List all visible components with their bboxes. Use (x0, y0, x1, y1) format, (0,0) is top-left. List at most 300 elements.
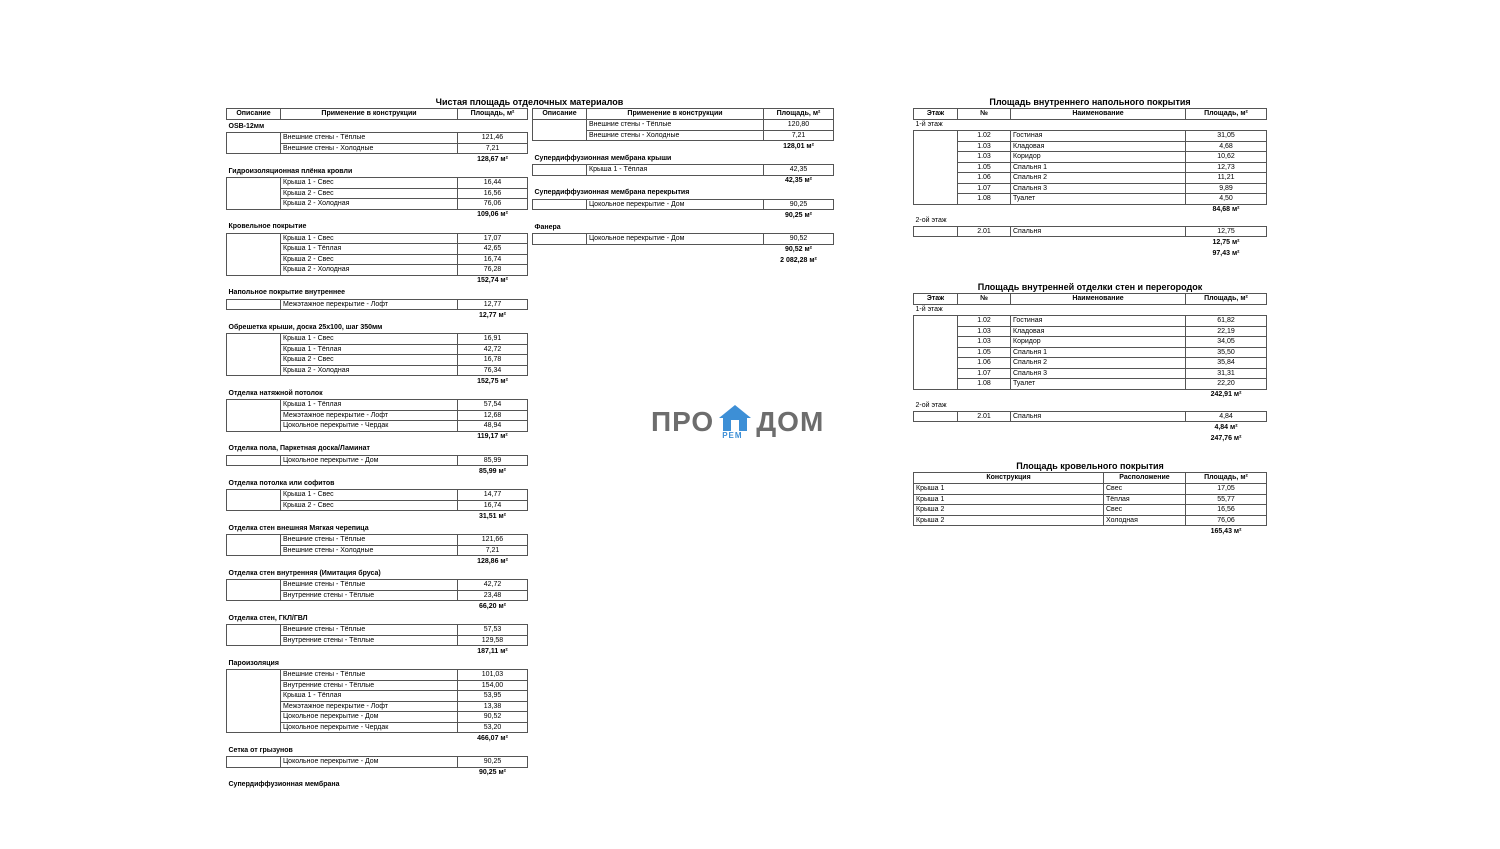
group-total: 12,77 м² (479, 311, 506, 319)
area-cell: 101,03 (458, 670, 528, 681)
group-total: 187,11 м² (477, 647, 508, 655)
table-row (914, 226, 1267, 237)
header-number: № (958, 109, 1011, 120)
application-cell: Крыша 1 - Тёплая (281, 344, 458, 355)
roof-title: Площадь кровельного покрытия (1016, 461, 1164, 471)
logo-text-left: ПРО (651, 406, 715, 437)
description-cell (533, 199, 587, 210)
group-total: 109,06 м² (477, 211, 508, 219)
room-area: 4,84 (1186, 411, 1267, 422)
description-cell (533, 234, 587, 245)
room-area: 11,21 (1186, 173, 1267, 184)
group-total: 152,74 м² (477, 277, 508, 285)
group-total: 128,67 м² (477, 155, 508, 163)
materials-table-left (226, 108, 528, 791)
area-cell: 120,80 (764, 120, 834, 131)
room-name: Туалет (1011, 379, 1186, 390)
material-group-name: Фанера (534, 223, 561, 231)
application-cell: Внутренние стены - Тёплые (281, 680, 458, 691)
room-name: Гостиная (1011, 316, 1186, 327)
header-number: № (958, 294, 1011, 305)
room-number: 1.02 (958, 316, 1011, 327)
group-total-row (227, 556, 528, 568)
group-total: 90,25 м² (479, 769, 506, 777)
table-row (227, 580, 528, 591)
floor-cell (914, 411, 958, 422)
description-cell (227, 625, 281, 646)
area-cell: 16,74 (458, 254, 528, 265)
header-area: Площадь, м² (1186, 473, 1267, 484)
area-cell: 129,58 (458, 635, 528, 646)
area-cell: 85,99 (458, 455, 528, 466)
area-cell: 76,06 (458, 199, 528, 210)
description-cell (227, 299, 281, 310)
group-total-row (227, 646, 528, 658)
application-cell: Межэтажное перекрытие - Лофт (281, 701, 458, 712)
description-cell (227, 455, 281, 466)
table-row (533, 199, 834, 210)
area-cell: 16,78 (458, 355, 528, 366)
application-cell: Внешние стены - Тёплые (587, 120, 764, 131)
area-cell: 90,25 (764, 199, 834, 210)
material-group-name: Отделка стен, ГКЛ/ГВЛ (228, 614, 308, 622)
area-cell: 7,21 (458, 545, 528, 556)
floor-total: 4,84 м² (1214, 423, 1238, 431)
table-row (914, 505, 1267, 516)
location-cell: Свес (1104, 505, 1186, 516)
description-cell (227, 133, 281, 154)
floor-cell (914, 316, 958, 390)
header-name: Наименование (1011, 294, 1186, 305)
description-cell (227, 400, 281, 432)
grand-total-row (533, 256, 834, 267)
material-group-name: Супердиффузионная мембрана (228, 781, 340, 789)
total-row (914, 526, 1267, 538)
logo-sub: РЕМ (722, 431, 743, 440)
group-total-row (227, 466, 528, 478)
application-cell: Крыша 2 - Свес (281, 500, 458, 511)
application-cell: Внешние стены - Тёплые (281, 625, 458, 636)
description-cell (227, 535, 281, 556)
area-cell: 76,28 (458, 265, 528, 276)
application-cell: Крыша 1 - Тёплая (587, 165, 764, 176)
construction-cell: Крыша 1 (914, 484, 1104, 495)
table-row (227, 400, 528, 411)
table-row (914, 494, 1267, 505)
application-cell: Крыша 1 - Свес (281, 178, 458, 189)
header-floor: Этаж (914, 294, 958, 305)
room-number: 1.07 (958, 368, 1011, 379)
room-name: Спальня 3 (1011, 368, 1186, 379)
area-cell: 7,21 (458, 143, 528, 154)
table-row (914, 141, 1267, 152)
room-name: Кладовая (1011, 141, 1186, 152)
room-area: 22,20 (1186, 379, 1267, 390)
material-group-name: Сетка от грызунов (228, 746, 293, 754)
area-cell: 90,52 (764, 234, 834, 245)
room-name: Коридор (1011, 152, 1186, 163)
walls-table (913, 293, 1267, 444)
material-group-name: Отделка потолка или софитов (228, 479, 335, 487)
floor-label-row (914, 120, 1267, 131)
area-cell: 42,72 (458, 344, 528, 355)
header-area: Площадь, м² (764, 109, 834, 120)
material-group-name: Напольное покрытие внутреннее (228, 289, 346, 297)
table-row (227, 334, 528, 345)
description-cell (227, 757, 281, 768)
application-cell: Крыша 1 - Свес (281, 490, 458, 501)
application-cell: Внутренние стены - Тёплые (281, 635, 458, 646)
material-group-name: Отделка стен внешняя Мягкая черепица (228, 524, 369, 532)
material-group (227, 779, 528, 791)
room-area: 61,82 (1186, 316, 1267, 327)
group-total-row (227, 275, 528, 287)
room-name: Коридор (1011, 337, 1186, 348)
application-cell: Внешние стены - Тёплые (281, 535, 458, 546)
table-row (914, 316, 1267, 327)
application-cell: Крыша 1 - Тёплая (281, 400, 458, 411)
header-location: Расположение (1104, 473, 1186, 484)
material-group-name: Супердиффузионная мембрана перекрытия (534, 189, 690, 197)
material-group (227, 567, 528, 580)
group-total-row (227, 154, 528, 166)
group-total: 31,51 м² (479, 512, 506, 520)
application-cell: Крыша 1 - Свес (281, 233, 458, 244)
application-cell: Крыша 2 - Холодная (281, 265, 458, 276)
room-area: 12,73 (1186, 162, 1267, 173)
location-cell: Свес (1104, 484, 1186, 495)
group-total-row (533, 210, 834, 222)
application-cell: Внешние стены - Тёплые (281, 670, 458, 681)
material-group (227, 321, 528, 334)
area-cell: 90,52 (458, 712, 528, 723)
group-total: 90,52 м² (785, 246, 812, 254)
application-cell: Цокольное перекрытие - Дом (587, 234, 764, 245)
grand-total: 97,43 м² (1212, 249, 1240, 257)
construction-cell: Крыша 2 (914, 505, 1104, 516)
area-cell: 7,21 (764, 130, 834, 141)
area-cell: 42,65 (458, 244, 528, 255)
construction-cell: Крыша 1 (914, 494, 1104, 505)
table-row (914, 411, 1267, 422)
table-row (227, 490, 528, 501)
room-number: 1.03 (958, 152, 1011, 163)
room-area: 4,68 (1186, 141, 1267, 152)
area-cell: 90,25 (458, 757, 528, 768)
application-cell: Крыша 2 - Холодная (281, 365, 458, 376)
room-number: 1.05 (958, 162, 1011, 173)
header-area: Площадь, м² (1186, 294, 1267, 305)
house-icon (718, 404, 752, 440)
application-cell: Внешние стены - Холодные (587, 130, 764, 141)
room-number: 1.06 (958, 173, 1011, 184)
room-area: 9,89 (1186, 183, 1267, 194)
material-group (227, 221, 528, 234)
group-total: 90,25 м² (785, 211, 812, 219)
group-total: 85,99 м² (479, 467, 506, 475)
group-total-row (227, 431, 528, 443)
description-cell (227, 334, 281, 376)
group-total-row (227, 310, 528, 322)
table-row (914, 162, 1267, 173)
material-group-name: Гидроизоляционная плёнка кровли (228, 167, 353, 175)
table-row (914, 337, 1267, 348)
floor-total-row (914, 204, 1267, 216)
table-row (914, 484, 1267, 495)
material-group (227, 120, 528, 133)
material-group-name: Пароизоляция (228, 659, 279, 667)
material-group-name: Отделка натяжной потолок (228, 389, 323, 397)
header-name: Наименование (1011, 109, 1186, 120)
area-cell: 42,72 (458, 580, 528, 591)
room-name: Спальня 3 (1011, 183, 1186, 194)
construction-cell: Крыша 2 (914, 515, 1104, 526)
group-total-row (227, 767, 528, 779)
table-row (227, 535, 528, 546)
floor-cell (914, 226, 958, 237)
application-cell: Цокольное перекрытие - Дом (587, 199, 764, 210)
area-cell: 16,74 (458, 500, 528, 511)
area-cell: 12,68 (458, 410, 528, 421)
logo-text-right: ДОМ (756, 406, 825, 437)
description-cell (533, 120, 587, 141)
floor-label: 2-ой этаж (915, 401, 947, 409)
table-row (914, 183, 1267, 194)
header-description: Описание (227, 109, 281, 120)
area-cell: 16,56 (458, 188, 528, 199)
area-cell: 53,20 (458, 722, 528, 733)
area-cell: 14,77 (458, 490, 528, 501)
area-cell: 13,38 (458, 701, 528, 712)
header-application: Применение в конструкции (281, 109, 458, 120)
grand-total-row (914, 248, 1267, 259)
area-cell: 76,06 (1186, 515, 1267, 526)
group-total: 119,17 м² (477, 433, 508, 441)
description-cell (227, 670, 281, 733)
materials-table-right (532, 108, 834, 267)
table-row (227, 299, 528, 310)
group-total: 66,20 м² (479, 602, 506, 610)
header-construction: Конструкция (914, 473, 1104, 484)
table-row (533, 165, 834, 176)
room-number: 1.06 (958, 358, 1011, 369)
area-cell: 16,44 (458, 178, 528, 189)
application-cell: Крыша 1 - Свес (281, 334, 458, 345)
area-cell: 17,05 (1186, 484, 1267, 495)
floor-cell (914, 131, 958, 205)
material-group (533, 221, 834, 234)
table-row (227, 455, 528, 466)
materials-title: Чистая площадь отделочных материалов (435, 97, 624, 107)
description-cell (533, 165, 587, 176)
application-cell: Цокольное перекрытие - Дом (281, 712, 458, 723)
table-row (533, 234, 834, 245)
material-group (227, 387, 528, 400)
header-application: Применение в конструкции (587, 109, 764, 120)
room-name: Спальня (1011, 226, 1186, 237)
room-name: Спальня 2 (1011, 358, 1186, 369)
application-cell: Цокольное перекрытие - Дом (281, 455, 458, 466)
description-cell (227, 580, 281, 601)
application-cell: Крыша 2 - Свес (281, 355, 458, 366)
group-total-row (533, 141, 834, 153)
table-row (227, 133, 528, 144)
room-number: 1.08 (958, 194, 1011, 205)
area-cell: 12,77 (458, 299, 528, 310)
location-cell: Холодная (1104, 515, 1186, 526)
room-area: 31,31 (1186, 368, 1267, 379)
floor-total-row (914, 422, 1267, 434)
table-row (914, 194, 1267, 205)
floor-label-row (914, 305, 1267, 316)
group-total: 42,35 м² (785, 177, 812, 185)
application-cell: Крыша 1 - Тёплая (281, 244, 458, 255)
room-area: 10,62 (1186, 152, 1267, 163)
room-number: 2.01 (958, 411, 1011, 422)
table-row (533, 120, 834, 131)
application-cell: Внешние стены - Тёплые (281, 580, 458, 591)
table-row (914, 152, 1267, 163)
room-area: 31,05 (1186, 131, 1267, 142)
area-cell: 48,94 (458, 421, 528, 432)
roof-table (913, 472, 1267, 537)
material-group (533, 152, 834, 165)
floor-label-row (914, 401, 1267, 412)
application-cell: Цокольное перекрытие - Чердак (281, 722, 458, 733)
material-group (227, 287, 528, 300)
table-row (914, 347, 1267, 358)
room-area: 4,50 (1186, 194, 1267, 205)
area-cell: 17,07 (458, 233, 528, 244)
room-number: 1.08 (958, 379, 1011, 390)
material-group-name: Супердиффузионная мембрана крыши (534, 154, 672, 162)
floor-total: 12,75 м² (1212, 238, 1240, 246)
area-cell: 121,46 (458, 133, 528, 144)
group-total-row (227, 376, 528, 388)
floor-title: Площадь внутреннего напольного покрытия (989, 97, 1191, 107)
group-total-row (227, 511, 528, 523)
group-total: 128,01 м² (783, 142, 814, 150)
area-cell: 154,00 (458, 680, 528, 691)
group-total-row (227, 733, 528, 745)
grand-total-row (914, 433, 1267, 444)
description-cell (227, 490, 281, 511)
walls-title: Площадь внутренней отделки стен и перегородок (977, 282, 1203, 292)
header-floor: Этаж (914, 109, 958, 120)
room-number: 1.03 (958, 337, 1011, 348)
room-number: 1.02 (958, 131, 1011, 142)
room-number: 1.07 (958, 183, 1011, 194)
table-row (227, 757, 528, 768)
material-group (227, 657, 528, 670)
room-number: 1.03 (958, 141, 1011, 152)
room-name: Спальня 1 (1011, 162, 1186, 173)
application-cell: Крыша 1 - Тёплая (281, 691, 458, 702)
header-area: Площадь, м² (458, 109, 528, 120)
table-row (914, 358, 1267, 369)
room-number: 1.03 (958, 326, 1011, 337)
floor-total: 242,91 м² (1210, 391, 1242, 399)
group-total-row (227, 209, 528, 221)
group-total-row (533, 175, 834, 187)
grand-total: 247,76 м² (1210, 434, 1242, 442)
floor-label: 1-й этаж (915, 121, 943, 129)
material-group (227, 443, 528, 456)
room-name: Туалет (1011, 194, 1186, 205)
application-cell: Внутренние стены - Тёплые (281, 590, 458, 601)
location-cell: Тёплая (1104, 494, 1186, 505)
application-cell: Крыша 2 - Свес (281, 254, 458, 265)
material-group (227, 744, 528, 757)
group-total-row (227, 601, 528, 613)
table-row (914, 173, 1267, 184)
room-area: 35,50 (1186, 347, 1267, 358)
floor-total: 84,68 м² (1212, 206, 1240, 214)
application-cell: Цокольное перекрытие - Дом (281, 757, 458, 768)
room-area: 22,19 (1186, 326, 1267, 337)
material-group (533, 187, 834, 200)
table-row (227, 625, 528, 636)
area-cell: 16,91 (458, 334, 528, 345)
material-group-name: OSB-12мм (228, 122, 265, 130)
room-name: Спальня 1 (1011, 347, 1186, 358)
table-row (227, 670, 528, 681)
room-name: Спальня (1011, 411, 1186, 422)
room-area: 34,05 (1186, 337, 1267, 348)
area-cell: 55,77 (1186, 494, 1267, 505)
area-cell: 42,35 (764, 165, 834, 176)
material-group (227, 612, 528, 625)
application-cell: Внешние стены - Холодные (281, 545, 458, 556)
room-number: 2.01 (958, 226, 1011, 237)
application-cell: Крыша 2 - Свес (281, 188, 458, 199)
area-cell: 57,54 (458, 400, 528, 411)
floor-label: 1-й этаж (915, 306, 943, 314)
description-cell (227, 178, 281, 210)
material-group-name: Обрешетка крыши, доска 25х100, шаг 350мм (228, 323, 383, 331)
table-row (914, 515, 1267, 526)
room-name: Гостиная (1011, 131, 1186, 142)
material-group-name: Отделка пола, Паркетная доска/Ламинат (228, 445, 370, 453)
area-cell: 16,56 (1186, 505, 1267, 516)
room-name: Спальня 2 (1011, 173, 1186, 184)
area-cell: 23,48 (458, 590, 528, 601)
table-row (914, 379, 1267, 390)
roof-total: 165,43 м² (1210, 527, 1242, 535)
application-cell: Крыша 2 - Холодная (281, 199, 458, 210)
header-area: Площадь, м² (1186, 109, 1267, 120)
pro-dom-logo (651, 404, 824, 440)
group-total: 152,75 м² (477, 377, 508, 385)
grand-total: 2 082,28 м² (780, 257, 817, 265)
material-group (227, 522, 528, 535)
material-group (227, 477, 528, 490)
application-cell: Внешние стены - Холодные (281, 143, 458, 154)
table-row (227, 178, 528, 189)
group-total: 128,86 м² (477, 557, 508, 565)
area-cell: 76,34 (458, 365, 528, 376)
room-area: 12,75 (1186, 226, 1267, 237)
application-cell: Внешние стены - Тёплые (281, 133, 458, 144)
floor-label: 2-ой этаж (915, 216, 947, 224)
group-total-row (533, 244, 834, 256)
material-group (227, 165, 528, 178)
floor-table (913, 108, 1267, 259)
floor-total-row (914, 389, 1267, 401)
application-cell: Межэтажное перекрытие - Лофт (281, 299, 458, 310)
room-area: 35,84 (1186, 358, 1267, 369)
room-number: 1.05 (958, 347, 1011, 358)
